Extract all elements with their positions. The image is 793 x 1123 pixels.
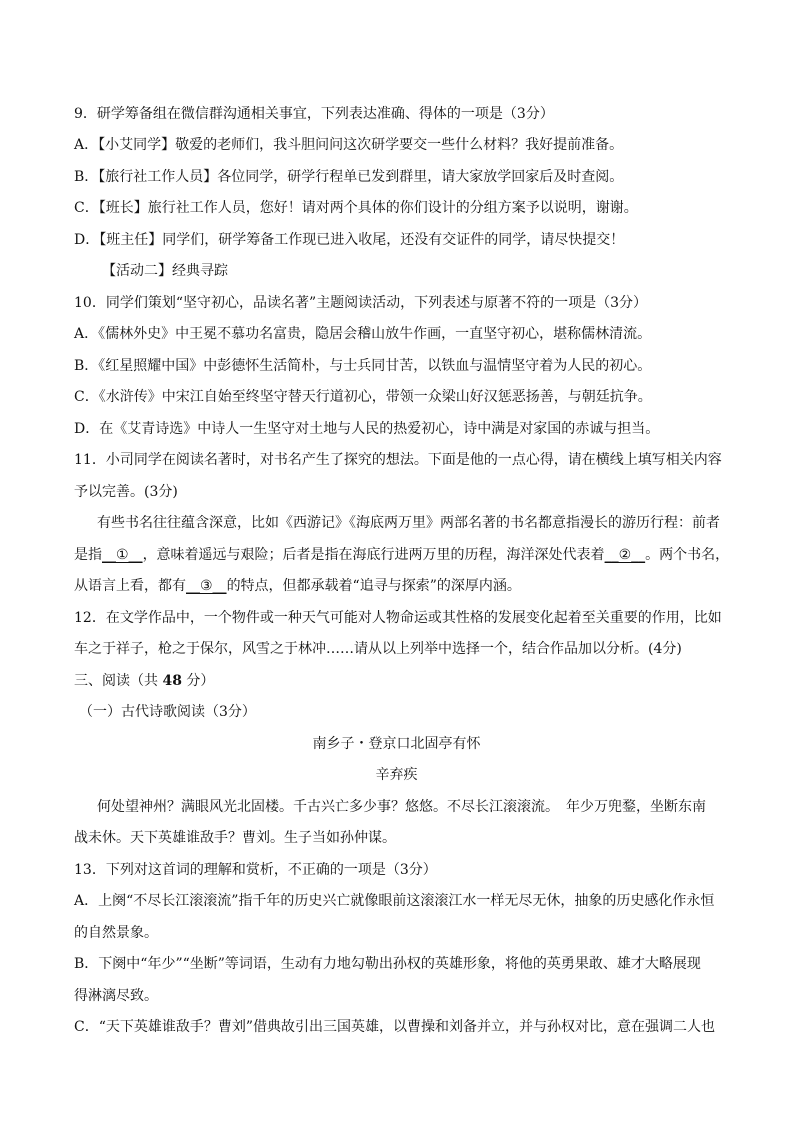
q11-passage-line1: 有些书名往往蕴含深意，比如《西游记》《海底两万里》两部名著的书名都意指漫长的游历行程：前者 <box>97 515 720 531</box>
q10-option-b: B．《红星照耀中国》中彭德怀生活简朴，与士兵同甘苦，以铁血与温情坚守着为人民的初心。 <box>74 358 652 374</box>
fill-blank-3[interactable]: __③__ <box>186 578 227 594</box>
poem-line1: 何处望神州？满眼风光北固楼。千古兴亡多少事？悠悠。不尽长江滚滚流。 年少万兜鍪，坐断东南 <box>97 799 706 815</box>
q9-option-c: C．【班长】旅行社工作人员，您好！请对两个具体的你们设计的分组方案予以说明，谢谢。 <box>74 200 638 216</box>
q13-option-c-line1: C．“天下英雄谁敌手？曹刘”借典故引出三国英雄，以曹操和刘备并立，并与孙权对比，意在强调二人也 <box>74 1019 716 1035</box>
q12-line2: 车之于祥子，枪之于保尔，风雪之于林冲……请从以上列举中选择一个，结合作品加以分析。(4分) <box>74 641 682 657</box>
q11-passage-line2 <box>74 546 729 564</box>
section-prefix: 三、阅读（共 <box>74 673 163 689</box>
q9-option-a: A．【小艾同学】敬爱的老师们，我斗胆问问这次研学要交一些什么材料？我好提前准备。 <box>74 137 624 153</box>
q10-option-a: A．《儒林外史》中王冕不慕功名富贵，隐居会稽山放牛作画，一直坚守初心，堪称儒林清流。 <box>74 326 652 342</box>
poem-line2: 战未休。天下英雄谁敌手？曹刘。生子当如孙仲谋。 <box>74 830 396 846</box>
passage-text: 从语言上看，都有 <box>74 578 186 594</box>
section-suffix: 分） <box>181 673 215 689</box>
q13-option-a-line1: A．上阕“不尽长江滚滚流”指千年的历史兴亡就像眼前这滚滚江水一样无尽无休，抽象的历史感化作永恒 <box>74 893 715 909</box>
fill-blank-1[interactable]: __①__ <box>102 547 143 563</box>
poem-author: 辛弃疾 <box>375 767 418 783</box>
passage-text: 。两个书名， <box>645 547 730 563</box>
q13-option-a-line2: 的自然景象。 <box>74 925 158 941</box>
q10-stem: 10．同学们策划“坚守初心，品读名著”主题阅读活动，下列表述与原著不符的一项是（3分） <box>74 295 648 311</box>
q9-option-b: B．【旅行社工作人员】各位同学，研学行程单已发到群里，请大家放学回家后及时查阅。 <box>74 169 624 185</box>
q10-option-c: C．《水浒传》中宋江自始至终坚守替天行道初心，带领一众梁山好汉惩恶扬善，与朝廷抗争。 <box>74 389 652 405</box>
q13-option-b-line1: B．下阕中“年少”“坐断”等词语，生动有力地勾勒出孙权的英雄形象，将他的英勇果敢、雄才大略展现 <box>74 956 701 972</box>
fill-blank-2[interactable]: __②__ <box>604 547 646 563</box>
q9-stem: 9．研学筹备组在微信群沟通相关事宜，下列表达准确、得体的一项是（3分） <box>74 106 554 122</box>
q11-passage-line3 <box>74 577 521 595</box>
passage-text: 是指 <box>74 547 102 563</box>
passage-text: ，意味着遥远与艰险；后者是指在海底行进两万里的历程，海洋深处代表着 <box>142 547 605 563</box>
q10-option-d: D．在《艾青诗选》中诗人一生坚守对土地与人民的热爱初心，诗中满是对家国的赤诚与担当。 <box>74 421 660 437</box>
passage-text: 的特点，但都承载着“追寻与探索”的深厚内涵。 <box>226 578 521 594</box>
q11-stem-line2: 予以完善。(3分) <box>74 484 178 500</box>
q9-option-d: D．【班主任】同学们，研学筹备工作现已进入收尾，还没有交证件的同学，请尽快提交！ <box>74 232 625 248</box>
activity-heading: 【活动二】经典寻踪 <box>102 263 228 279</box>
section-heading <box>74 672 214 690</box>
poem-title: 南乡子・登京口北固亭有怀 <box>312 736 481 752</box>
q11-stem-line1: 11．小司同学在阅读名著时，对书名产生了探究的想法。下面是他的一点心得，请在横线上填写相关内容 <box>74 452 722 468</box>
section-score: 48 <box>162 673 182 689</box>
subsection-heading: （一）古代诗歌阅读（3分） <box>79 704 256 720</box>
q13-option-b-line2: 得淋漓尽致。 <box>74 988 158 1004</box>
q13-stem: 13．下列对这首词的理解和赏析，不正确的一项是（3分） <box>74 862 437 878</box>
q12-line1: 12．在文学作品中，一个物件或一种天气可能对人物命运或其性格的发展变化起着至关重要的作用，比如 <box>74 610 722 626</box>
